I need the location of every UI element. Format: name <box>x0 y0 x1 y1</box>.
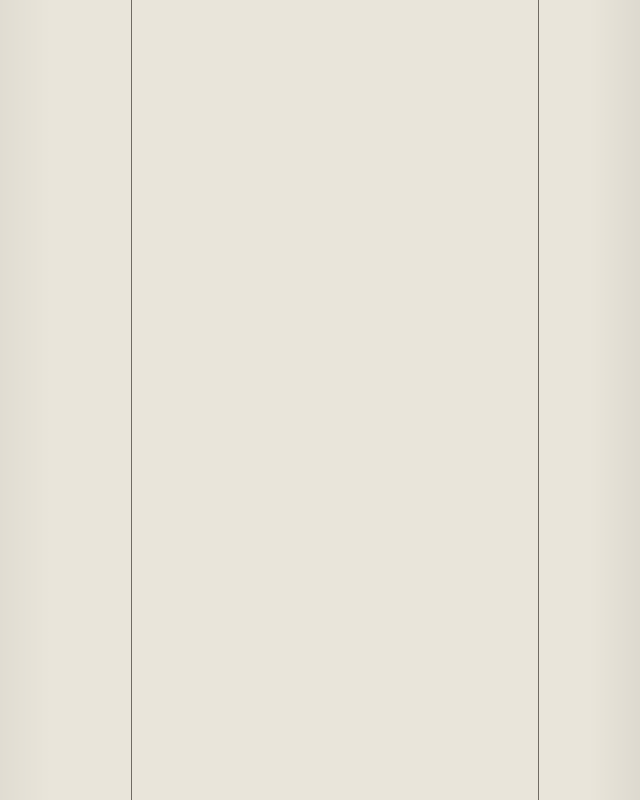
column-rule-left <box>131 0 132 800</box>
column-rule-right <box>538 0 539 800</box>
